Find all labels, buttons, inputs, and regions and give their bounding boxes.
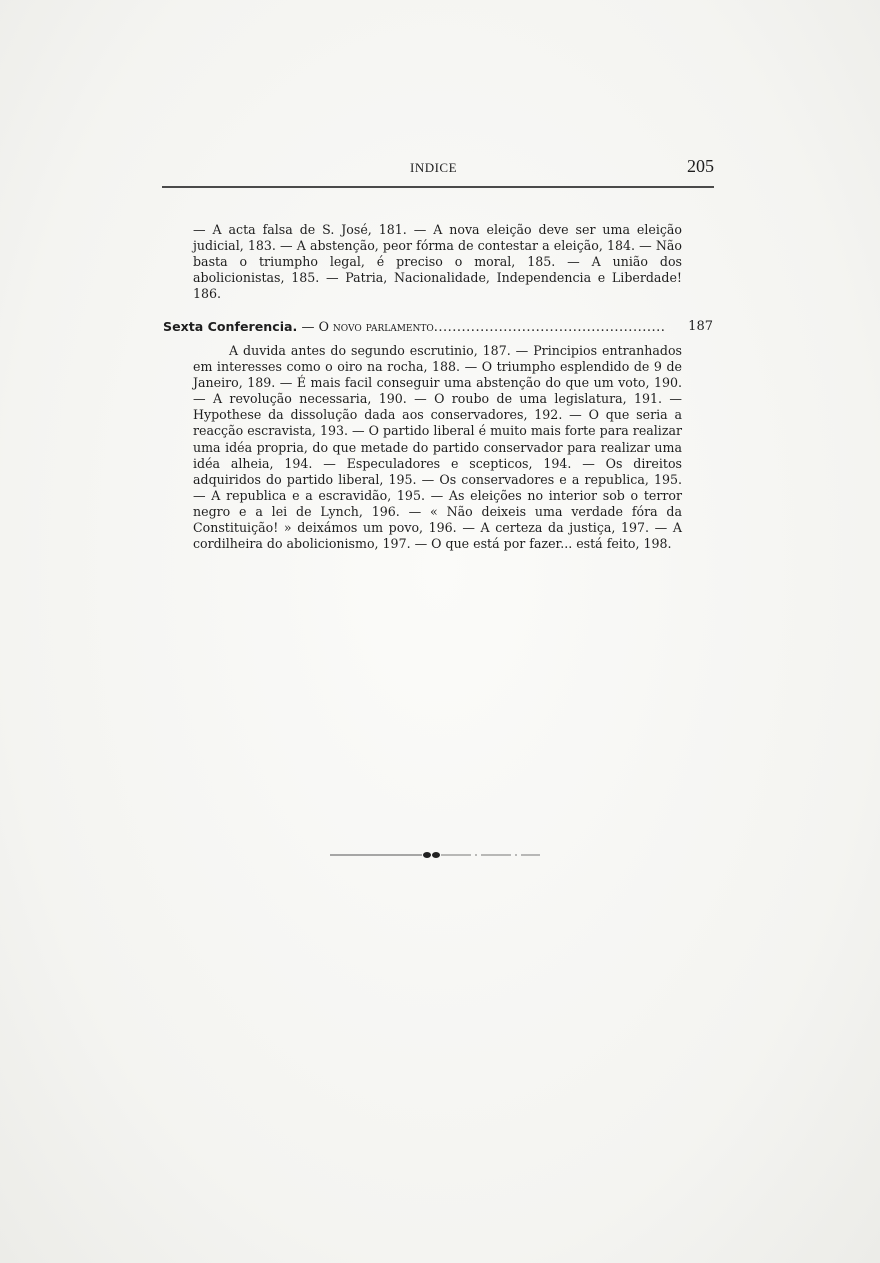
header-rule <box>162 186 714 188</box>
section-label: Sexta Conferencia. <box>163 319 298 334</box>
section-entry <box>163 318 713 337</box>
page-number: 205 <box>687 156 714 176</box>
ornament-dot-right <box>432 852 440 858</box>
end-of-section-ornament <box>330 851 540 859</box>
dot-leader: .................................................. <box>433 320 666 335</box>
running-title: INDICE <box>410 160 458 175</box>
running-head <box>162 156 714 184</box>
section-summary-paragraph <box>193 343 682 552</box>
continuation-paragraph: — A acta falsa de S. José, 181. — A nova eleição deve ser uma eleição judicial, 183. — A abstenção, peor fórma de contestar a eleição, 184. — Não basta o triumpho legal, é preciso o moral, 185. — A união dos abolicionistas, 185. — Patria, Nacionalidade, Independencia e Liberdade! 186. <box>193 222 682 302</box>
section-summary-text: A duvida antes do segundo escrutinio, 187. — Principios entranhados em interesses como o oiro na rocha, 188. — O triumpho esplendido de 9 de Janeiro, 189. — É mais facil conseguir uma abstenção do que um voto, 190. — A revolução necessaria, 190. — O roubo de uma legislatura, 191. — Hypothese da dissolução dada aos conservadores, 192. — O que seria a reacção escravista, 193. — O partido liberal é muito mais forte para realizar uma idéa propria, do que metade do partido conservador para realizar uma idéa alheia, 194. — Especuladores e scepticos, 194. — Os direitos adquiridos do partido liberal, 195. — Os conservadores e a republica, 195. — A republica e a escravidão, 195. — As eleições no interior sob o terror negro e a lei de Lynch, 196. — « Não deixeis uma verdade fóra da Constituição! » deixámos um povo, 196. — A certeza da justiça, 197. — A cordilheira do abolicionismo, 197. — O que está por fazer... está feito, 198. <box>193 343 682 552</box>
section-dash: — <box>297 320 319 335</box>
section-title: O novo parlamento <box>318 319 434 334</box>
ornament-dot-left <box>423 852 431 858</box>
section-page-number: 187 <box>688 319 713 334</box>
